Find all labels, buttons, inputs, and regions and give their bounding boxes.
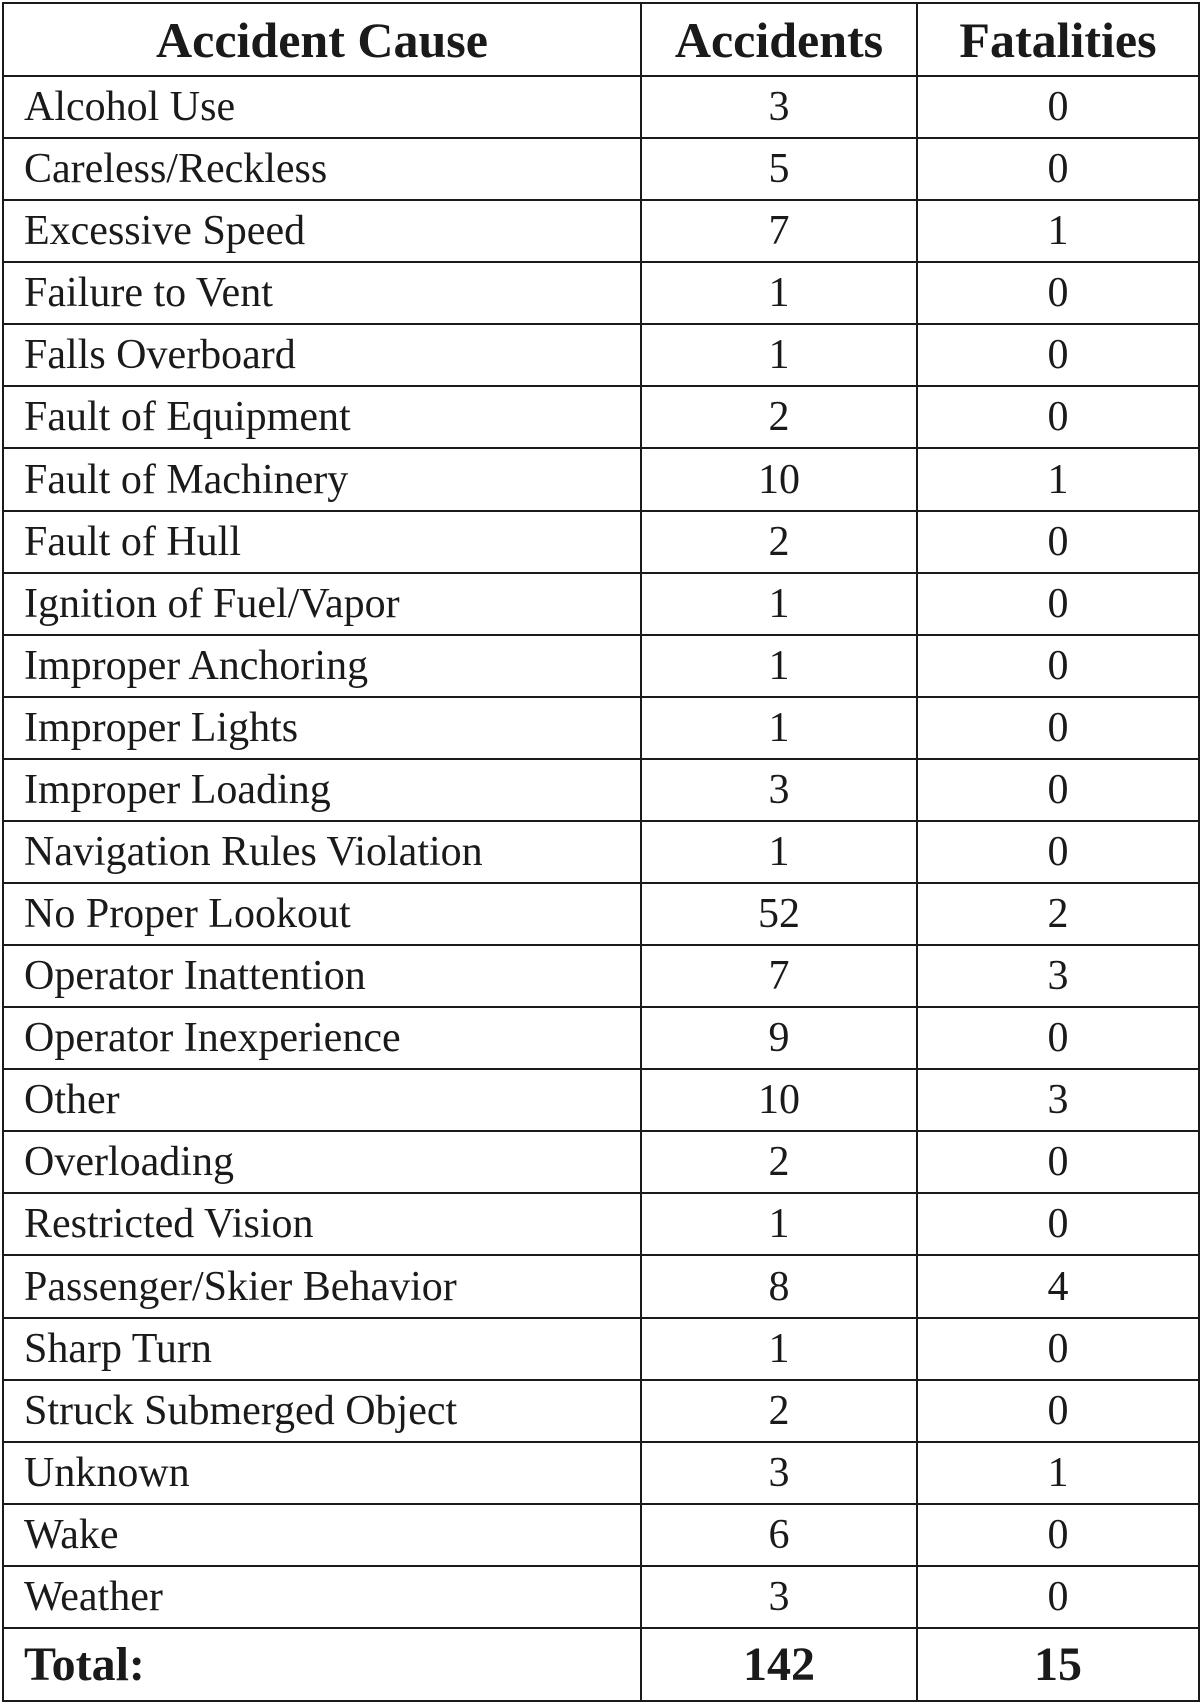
fatalities-cell: 0 xyxy=(917,1380,1199,1442)
header-fatalities: Fatalities xyxy=(917,3,1199,76)
accidents-cell: 1 xyxy=(641,1193,917,1255)
table-row xyxy=(3,1255,1199,1317)
fatalities-cell: 0 xyxy=(917,138,1199,200)
cause-cell: Fault of Hull xyxy=(3,511,641,573)
fatalities-cell: 0 xyxy=(917,511,1199,573)
cause-cell: Restricted Vision xyxy=(3,1193,641,1255)
total-accidents: 142 xyxy=(641,1628,917,1701)
fatalities-cell: 1 xyxy=(917,200,1199,262)
table-row xyxy=(3,883,1199,945)
cause-cell: Failure to Vent xyxy=(3,262,641,324)
table-row xyxy=(3,1193,1199,1255)
accidents-cell: 3 xyxy=(641,1566,917,1628)
table-row xyxy=(3,1442,1199,1504)
accidents-cell: 3 xyxy=(641,76,917,138)
accidents-cell: 1 xyxy=(641,573,917,635)
table-row xyxy=(3,262,1199,324)
cause-cell: Improper Anchoring xyxy=(3,635,641,697)
fatalities-cell: 0 xyxy=(917,324,1199,386)
table-row xyxy=(3,697,1199,759)
accidents-cell: 52 xyxy=(641,883,917,945)
accidents-cell: 3 xyxy=(641,759,917,821)
fatalities-cell: 0 xyxy=(917,1131,1199,1193)
fatalities-cell: 0 xyxy=(917,759,1199,821)
fatalities-cell: 0 xyxy=(917,76,1199,138)
cause-cell: Excessive Speed xyxy=(3,200,641,262)
accidents-cell: 1 xyxy=(641,1318,917,1380)
table-row xyxy=(3,573,1199,635)
accidents-cell: 2 xyxy=(641,511,917,573)
fatalities-cell: 0 xyxy=(917,1007,1199,1069)
fatalities-cell: 0 xyxy=(917,1566,1199,1628)
table-row xyxy=(3,1318,1199,1380)
fatalities-cell: 0 xyxy=(917,262,1199,324)
accidents-cell: 6 xyxy=(641,1504,917,1566)
cause-cell: Wake xyxy=(3,1504,641,1566)
total-fatalities: 15 xyxy=(917,1628,1199,1701)
cause-cell: Operator Inexperience xyxy=(3,1007,641,1069)
cause-cell: Improper Lights xyxy=(3,697,641,759)
total-row xyxy=(3,1628,1199,1701)
accident-cause-table xyxy=(2,2,1200,1702)
cause-cell: Passenger/Skier Behavior xyxy=(3,1255,641,1317)
accidents-cell: 3 xyxy=(641,1442,917,1504)
cause-cell: Improper Loading xyxy=(3,759,641,821)
accidents-cell: 7 xyxy=(641,945,917,1007)
accidents-cell: 10 xyxy=(641,1069,917,1131)
fatalities-cell: 0 xyxy=(917,821,1199,883)
table-body xyxy=(3,76,1199,1628)
cause-cell: Navigation Rules Violation xyxy=(3,821,641,883)
fatalities-cell: 0 xyxy=(917,1193,1199,1255)
header-accidents: Accidents xyxy=(641,3,917,76)
cause-cell: Fault of Machinery xyxy=(3,448,641,510)
cause-cell: Other xyxy=(3,1069,641,1131)
accidents-cell: 1 xyxy=(641,324,917,386)
table-row xyxy=(3,1380,1199,1442)
cause-cell: Ignition of Fuel/Vapor xyxy=(3,573,641,635)
accidents-cell: 2 xyxy=(641,1131,917,1193)
cause-cell: Weather xyxy=(3,1566,641,1628)
header-accident-cause: Accident Cause xyxy=(3,3,641,76)
total-label: Total: xyxy=(3,1628,641,1701)
accidents-cell: 5 xyxy=(641,138,917,200)
table-row xyxy=(3,76,1199,138)
cause-cell: Unknown xyxy=(3,1442,641,1504)
cause-cell: Overloading xyxy=(3,1131,641,1193)
accidents-cell: 1 xyxy=(641,635,917,697)
table-row xyxy=(3,945,1199,1007)
table-row xyxy=(3,821,1199,883)
fatalities-cell: 1 xyxy=(917,1442,1199,1504)
table-row xyxy=(3,324,1199,386)
accidents-cell: 1 xyxy=(641,821,917,883)
fatalities-cell: 2 xyxy=(917,883,1199,945)
fatalities-cell: 3 xyxy=(917,1069,1199,1131)
table-row xyxy=(3,138,1199,200)
fatalities-cell: 1 xyxy=(917,448,1199,510)
fatalities-cell: 4 xyxy=(917,1255,1199,1317)
accidents-cell: 9 xyxy=(641,1007,917,1069)
table-row xyxy=(3,200,1199,262)
accidents-cell: 10 xyxy=(641,448,917,510)
accidents-cell: 1 xyxy=(641,697,917,759)
cause-cell: Operator Inattention xyxy=(3,945,641,1007)
cause-cell: Struck Submerged Object xyxy=(3,1380,641,1442)
fatalities-cell: 0 xyxy=(917,386,1199,448)
accidents-cell: 8 xyxy=(641,1255,917,1317)
table-row xyxy=(3,386,1199,448)
fatalities-cell: 0 xyxy=(917,635,1199,697)
cause-cell: No Proper Lookout xyxy=(3,883,641,945)
fatalities-cell: 3 xyxy=(917,945,1199,1007)
table-row xyxy=(3,1131,1199,1193)
accidents-cell: 1 xyxy=(641,262,917,324)
accidents-cell: 2 xyxy=(641,386,917,448)
fatalities-cell: 0 xyxy=(917,1318,1199,1380)
table-row xyxy=(3,1069,1199,1131)
cause-cell: Alcohol Use xyxy=(3,76,641,138)
cause-cell: Fault of Equipment xyxy=(3,386,641,448)
accidents-cell: 7 xyxy=(641,200,917,262)
table-row xyxy=(3,448,1199,510)
table-row xyxy=(3,1566,1199,1628)
fatalities-cell: 0 xyxy=(917,1504,1199,1566)
table-row xyxy=(3,635,1199,697)
table-row xyxy=(3,511,1199,573)
header-row xyxy=(3,3,1199,76)
fatalities-cell: 0 xyxy=(917,573,1199,635)
cause-cell: Sharp Turn xyxy=(3,1318,641,1380)
cause-cell: Falls Overboard xyxy=(3,324,641,386)
table-row xyxy=(3,1504,1199,1566)
accidents-cell: 2 xyxy=(641,1380,917,1442)
cause-cell: Careless/Reckless xyxy=(3,138,641,200)
table-row xyxy=(3,759,1199,821)
fatalities-cell: 0 xyxy=(917,697,1199,759)
table-row xyxy=(3,1007,1199,1069)
